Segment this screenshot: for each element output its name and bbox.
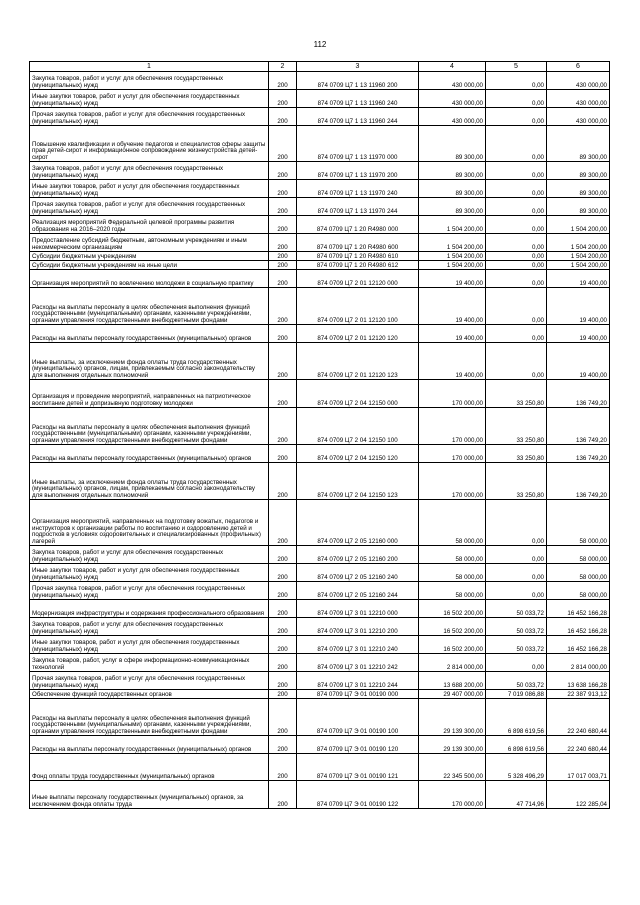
table-row [30, 126, 610, 162]
row-amount-col4: 58 000,00 [419, 564, 486, 582]
row-name: Обеспечение функций государственных органов [30, 690, 269, 699]
row-classification: 874 0709 Ц7 2 04 12150 100 [297, 408, 419, 445]
table-row [30, 288, 610, 325]
row-classification: 874 0709 Ц7 Э 01 00190 100 [297, 699, 419, 736]
row-code: 200 [269, 126, 297, 162]
row-amount-col5: 33 250,80 [486, 445, 547, 463]
row-amount-col4: 19 400,00 [419, 288, 486, 325]
row-code: 200 [269, 216, 297, 234]
row-amount-col4: 1 504 200,00 [419, 252, 486, 261]
row-code: 200 [269, 781, 297, 809]
row-amount-col4: 89 300,00 [419, 126, 486, 162]
table-row [30, 564, 610, 582]
row-code: 200 [269, 252, 297, 261]
row-name: Иные выплаты, за исключением фонда оплаты труда государственных (муниципальных) органов, лицам, привлекаемым согласно законодательству для выполнения отдельных полномочий [30, 463, 269, 500]
table-row [30, 699, 610, 736]
row-amount-col6: 16 452 166,28 [547, 636, 610, 654]
column-header: 1 [30, 62, 269, 72]
row-amount-col6: 89 300,00 [547, 162, 610, 180]
row-amount-col4: 430 000,00 [419, 108, 486, 126]
row-amount-col5: 33 250,80 [486, 463, 547, 500]
row-amount-col6: 19 400,00 [547, 343, 610, 380]
row-amount-col4: 2 814 000,00 [419, 654, 486, 672]
row-amount-col4: 170 000,00 [419, 463, 486, 500]
row-amount-col5: 50 033,72 [486, 600, 547, 618]
row-amount-col6: 122 285,04 [547, 781, 610, 809]
table-row [30, 72, 610, 90]
row-amount-col5: 0,00 [486, 72, 547, 90]
table-row [30, 736, 610, 754]
row-code: 200 [269, 582, 297, 600]
row-amount-col6: 19 400,00 [547, 270, 610, 288]
row-name: Организация мероприятий по вовлечению молодежи в социальную практику [30, 270, 269, 288]
row-name: Субсидии бюджетным учреждениям [30, 252, 269, 261]
row-classification: 874 0709 Ц7 3 01 12210 244 [297, 672, 419, 690]
column-header: 2 [269, 62, 297, 72]
row-amount-col6: 430 000,00 [547, 72, 610, 90]
row-classification: 874 0709 Ц7 2 05 12160 200 [297, 546, 419, 564]
row-amount-col5: 0,00 [486, 162, 547, 180]
row-code: 200 [269, 618, 297, 636]
row-code: 200 [269, 162, 297, 180]
row-amount-col4: 19 400,00 [419, 325, 486, 343]
row-name: Прочая закупка товаров, работ и услуг для обеспечения государственных (муниципальных) нужд [30, 582, 269, 600]
row-code: 200 [269, 699, 297, 736]
row-amount-col5: 0,00 [486, 90, 547, 108]
table-row [30, 654, 610, 672]
row-amount-col4: 1 504 200,00 [419, 234, 486, 252]
table-row [30, 198, 610, 216]
row-amount-col5: 0,00 [486, 325, 547, 343]
row-amount-col5: 0,00 [486, 252, 547, 261]
row-classification: 874 0709 Ц7 1 13 11970 200 [297, 162, 419, 180]
row-code: 200 [269, 736, 297, 754]
table-row [30, 252, 610, 261]
row-amount-col6: 19 400,00 [547, 325, 610, 343]
table-row [30, 463, 610, 500]
row-code: 200 [269, 198, 297, 216]
row-amount-col4: 19 400,00 [419, 343, 486, 380]
table-row [30, 380, 610, 408]
row-name: Фонд оплаты труда государственных (муниципальных) органов [30, 754, 269, 781]
row-name: Расходы на выплаты персоналу государственных (муниципальных) органов [30, 736, 269, 754]
row-amount-col5: 5 328 496,29 [486, 754, 547, 781]
row-amount-col4: 22 345 500,00 [419, 754, 486, 781]
row-name: Реализация мероприятий Федеральной целевой программы развития образования на 2016–2020 годы [30, 216, 269, 234]
row-amount-col5: 0,00 [486, 198, 547, 216]
row-name: Расходы на выплаты персоналу в целях обеспечения выполнения функций государственными (муниципальными) органами, казенными учреждениями, органами управления государственными внебюджетными фондами [30, 408, 269, 445]
row-name: Закупка товаров, работ и услуг для обеспечения государственных (муниципальных) нужд [30, 162, 269, 180]
budget-table [29, 61, 610, 809]
row-classification: 874 0709 Ц7 1 13 11960 240 [297, 90, 419, 108]
row-code: 200 [269, 408, 297, 445]
row-amount-col6: 58 000,00 [547, 582, 610, 600]
row-code: 200 [269, 343, 297, 380]
row-amount-col5: 0,00 [486, 500, 547, 546]
row-amount-col4: 16 502 200,00 [419, 618, 486, 636]
row-amount-col6: 89 300,00 [547, 126, 610, 162]
row-name: Прочая закупка товаров, работ и услуг для обеспечения государственных (муниципальных) нужд [30, 198, 269, 216]
row-amount-col4: 430 000,00 [419, 90, 486, 108]
table-row [30, 408, 610, 445]
table-row [30, 270, 610, 288]
row-amount-col6: 16 452 166,28 [547, 618, 610, 636]
row-amount-col5: 0,00 [486, 564, 547, 582]
row-amount-col4: 29 139 300,00 [419, 699, 486, 736]
row-amount-col5: 0,00 [486, 288, 547, 325]
row-name: Субсидии бюджетным учреждениям на иные цели [30, 261, 269, 270]
row-classification: 874 0709 Ц7 Э 01 00190 122 [297, 781, 419, 809]
row-name: Прочая закупка товаров, работ и услуг для обеспечения государственных (муниципальных) нужд [30, 108, 269, 126]
row-classification: 874 0709 Ц7 1 20 R4980 612 [297, 261, 419, 270]
row-amount-col6: 2 814 000,00 [547, 654, 610, 672]
row-code: 200 [269, 234, 297, 252]
row-amount-col4: 170 000,00 [419, 380, 486, 408]
row-amount-col4: 89 300,00 [419, 198, 486, 216]
row-amount-col6: 136 749,20 [547, 408, 610, 445]
table-row [30, 162, 610, 180]
row-name: Иные выплаты персоналу государственных (муниципальных) органов, за исключением фонда оплаты труда [30, 781, 269, 809]
row-name: Расходы на выплаты персоналу в целях обеспечения выполнения функций государственными (муниципальными) органами, казенными учреждениями, органами управления государственными внебюджетными фондами [30, 288, 269, 325]
row-classification: 874 0709 Ц7 1 20 R4980 610 [297, 252, 419, 261]
row-classification: 874 0709 Ц7 2 01 12120 120 [297, 325, 419, 343]
row-amount-col5: 0,00 [486, 270, 547, 288]
row-name: Закупка товаров, работ и услуг для обеспечения государственных (муниципальных) нужд [30, 618, 269, 636]
row-name: Иные закупки товаров, работ и услуг для обеспечения государственных (муниципальных) нужд [30, 90, 269, 108]
row-amount-col6: 89 300,00 [547, 198, 610, 216]
row-amount-col6: 19 400,00 [547, 288, 610, 325]
row-name: Иные закупки товаров, работ и услуг для обеспечения государственных (муниципальных) нужд [30, 180, 269, 198]
table-row [30, 180, 610, 198]
row-amount-col6: 430 000,00 [547, 108, 610, 126]
row-amount-col5: 0,00 [486, 261, 547, 270]
table-row [30, 781, 610, 809]
row-classification: 874 0709 Ц7 2 04 12150 123 [297, 463, 419, 500]
row-name: Прочая закупка товаров, работ и услуг для обеспечения государственных (муниципальных) нужд [30, 672, 269, 690]
row-classification: 874 0709 Ц7 2 04 12150 000 [297, 380, 419, 408]
row-amount-col5: 0,00 [486, 343, 547, 380]
row-amount-col4: 430 000,00 [419, 72, 486, 90]
row-amount-col5: 50 033,72 [486, 636, 547, 654]
row-amount-col5: 47 714,96 [486, 781, 547, 809]
table-row [30, 108, 610, 126]
row-amount-col6: 58 000,00 [547, 500, 610, 546]
table-row [30, 618, 610, 636]
row-amount-col6: 22 240 680,44 [547, 699, 610, 736]
table-row [30, 672, 610, 690]
row-amount-col6: 58 000,00 [547, 564, 610, 582]
row-amount-col4: 1 504 200,00 [419, 261, 486, 270]
row-classification: 874 0709 Ц7 2 05 12160 000 [297, 500, 419, 546]
row-classification: 874 0709 Ц7 3 01 12210 000 [297, 600, 419, 618]
row-classification: 874 0709 Ц7 3 01 12210 242 [297, 654, 419, 672]
row-amount-col6: 136 749,20 [547, 463, 610, 500]
table-row [30, 325, 610, 343]
table-row [30, 261, 610, 270]
row-classification: 874 0709 Ц7 1 20 R4980 600 [297, 234, 419, 252]
row-amount-col5: 6 898 619,56 [486, 699, 547, 736]
row-amount-col4: 89 300,00 [419, 162, 486, 180]
row-classification: 874 0709 Ц7 1 13 11960 200 [297, 72, 419, 90]
row-name: Организация и проведение мероприятий, направленных на патриотическое воспитание детей и допризывную подготовку молодежи [30, 380, 269, 408]
row-classification: 874 0709 Ц7 1 13 11970 240 [297, 180, 419, 198]
table-row [30, 500, 610, 546]
row-amount-col5: 50 033,72 [486, 618, 547, 636]
row-amount-col5: 0,00 [486, 582, 547, 600]
table-row [30, 234, 610, 252]
row-amount-col4: 58 000,00 [419, 500, 486, 546]
column-header: 4 [419, 62, 486, 72]
row-classification: 874 0709 Ц7 2 01 12120 123 [297, 343, 419, 380]
table-row [30, 343, 610, 380]
row-amount-col4: 1 504 200,00 [419, 216, 486, 234]
row-name: Закупка товаров, работ и услуг для обеспечения государственных (муниципальных) нужд [30, 72, 269, 90]
row-amount-col4: 170 000,00 [419, 781, 486, 809]
row-amount-col6: 89 300,00 [547, 180, 610, 198]
row-classification: 874 0709 Ц7 Э 01 00190 000 [297, 690, 419, 699]
row-amount-col5: 0,00 [486, 234, 547, 252]
row-amount-col4: 16 502 200,00 [419, 636, 486, 654]
row-amount-col5: 50 033,72 [486, 672, 547, 690]
row-code: 200 [269, 636, 297, 654]
row-code: 200 [269, 564, 297, 582]
row-amount-col6: 58 000,00 [547, 546, 610, 564]
row-classification: 874 0709 Ц7 2 05 12160 240 [297, 564, 419, 582]
row-name: Повышение квалификации и обучение педагогов и специалистов сферы защиты прав детей-сирот и информационное сопровождение жизнеустройства детей-сирот [30, 126, 269, 162]
row-code: 200 [269, 600, 297, 618]
row-code: 200 [269, 261, 297, 270]
row-code: 200 [269, 288, 297, 325]
table-row [30, 546, 610, 564]
page-number: 112 [313, 40, 327, 49]
row-amount-col4: 89 300,00 [419, 180, 486, 198]
row-amount-col4: 19 400,00 [419, 270, 486, 288]
row-code: 200 [269, 463, 297, 500]
row-code: 200 [269, 445, 297, 463]
row-amount-col6: 1 504 200,00 [547, 261, 610, 270]
row-classification: 874 0709 Ц7 2 05 12160 244 [297, 582, 419, 600]
table-header-row [30, 62, 610, 72]
row-amount-col6: 22 240 680,44 [547, 736, 610, 754]
row-classification: 874 0709 Ц7 2 04 12150 120 [297, 445, 419, 463]
row-amount-col5: 0,00 [486, 216, 547, 234]
table-row [30, 216, 610, 234]
row-code: 200 [269, 90, 297, 108]
row-name: Закупка товаров, работ, услуг в сфере информационно-коммуникационных технологий [30, 654, 269, 672]
row-amount-col4: 29 407 000,00 [419, 690, 486, 699]
row-name: Иные закупки товаров, работ и услуг для обеспечения государственных (муниципальных) нужд [30, 564, 269, 582]
row-code: 200 [269, 500, 297, 546]
row-amount-col6: 16 452 166,28 [547, 600, 610, 618]
row-amount-col6: 1 504 200,00 [547, 234, 610, 252]
row-classification: 874 0709 Ц7 1 20 R4980 000 [297, 216, 419, 234]
row-classification: 874 0709 Ц7 2 01 12120 000 [297, 270, 419, 288]
row-code: 200 [269, 180, 297, 198]
row-amount-col4: 170 000,00 [419, 408, 486, 445]
row-amount-col6: 17 017 003,71 [547, 754, 610, 781]
row-code: 200 [269, 270, 297, 288]
row-name: Организация мероприятий, направленных на подготовку вожатых, педагогов и инструкторов к организации работы по воспитанию и оздоровлению детей и подростков в условиях оздоровительных и специализированных (профильных) лагерей [30, 500, 269, 546]
row-classification: 874 0709 Ц7 Э 01 00190 120 [297, 736, 419, 754]
row-classification: 874 0709 Ц7 1 13 11960 244 [297, 108, 419, 126]
row-amount-col5: 0,00 [486, 654, 547, 672]
row-code: 200 [269, 325, 297, 343]
row-amount-col5: 7 019 086,88 [486, 690, 547, 699]
row-classification: 874 0709 Ц7 3 01 12210 200 [297, 618, 419, 636]
row-amount-col4: 58 000,00 [419, 582, 486, 600]
row-amount-col5: 33 250,80 [486, 408, 547, 445]
column-header: 3 [297, 62, 419, 72]
row-amount-col5: 0,00 [486, 126, 547, 162]
row-amount-col6: 430 000,00 [547, 90, 610, 108]
row-amount-col6: 136 749,20 [547, 445, 610, 463]
row-name: Расходы на выплаты персоналу в целях обеспечения выполнения функций государственными (муниципальными) органами, казенными учреждениями, органами управления государственными внебюджетными фондами [30, 699, 269, 736]
table-row [30, 600, 610, 618]
column-header: 5 [486, 62, 547, 72]
row-amount-col6: 1 504 200,00 [547, 252, 610, 261]
row-code: 200 [269, 754, 297, 781]
table-row [30, 754, 610, 781]
row-amount-col5: 6 898 619,56 [486, 736, 547, 754]
row-name: Модернизация инфраструктуры и содержания профессионального образования [30, 600, 269, 618]
row-code: 200 [269, 690, 297, 699]
row-code: 200 [269, 654, 297, 672]
row-amount-col4: 13 688 200,00 [419, 672, 486, 690]
row-name: Расходы на выплаты персоналу государственных (муниципальных) органов [30, 445, 269, 463]
row-code: 200 [269, 380, 297, 408]
row-amount-col6: 136 749,20 [547, 380, 610, 408]
row-amount-col4: 29 139 300,00 [419, 736, 486, 754]
row-classification: 874 0709 Ц7 1 13 11970 000 [297, 126, 419, 162]
row-amount-col4: 170 000,00 [419, 445, 486, 463]
row-amount-col5: 0,00 [486, 108, 547, 126]
table-row [30, 636, 610, 654]
row-classification: 874 0709 Ц7 2 01 12120 100 [297, 288, 419, 325]
row-amount-col4: 58 000,00 [419, 546, 486, 564]
row-name: Иные выплаты, за исключением фонда оплаты труда государственных (муниципальных) органов, лицам, привлекаемым согласно законодательству для выполнения отдельных полномочий [30, 343, 269, 380]
table-row [30, 90, 610, 108]
row-name: Расходы на выплаты персоналу государственных (муниципальных) органов [30, 325, 269, 343]
table-row [30, 582, 610, 600]
row-amount-col4: 16 502 200,00 [419, 600, 486, 618]
row-name: Предоставление субсидий бюджетным, автономным учреждениям и иным некоммерческим организациям [30, 234, 269, 252]
row-name: Закупка товаров, работ и услуг для обеспечения государственных (муниципальных) нужд [30, 546, 269, 564]
row-code: 200 [269, 108, 297, 126]
row-amount-col6: 13 638 166,28 [547, 672, 610, 690]
row-classification: 874 0709 Ц7 Э 01 00190 121 [297, 754, 419, 781]
row-name: Иные закупки товаров, работ и услуг для обеспечения государственных (муниципальных) нужд [30, 636, 269, 654]
row-amount-col5: 0,00 [486, 180, 547, 198]
row-code: 200 [269, 672, 297, 690]
row-classification: 874 0709 Ц7 1 13 11970 244 [297, 198, 419, 216]
table-row [30, 690, 610, 699]
row-code: 200 [269, 546, 297, 564]
row-amount-col5: 33 250,80 [486, 380, 547, 408]
row-classification: 874 0709 Ц7 3 01 12210 240 [297, 636, 419, 654]
table-row [30, 445, 610, 463]
row-amount-col5: 0,00 [486, 546, 547, 564]
row-amount-col6: 1 504 200,00 [547, 216, 610, 234]
row-code: 200 [269, 72, 297, 90]
row-amount-col6: 22 387 913,12 [547, 690, 610, 699]
column-header: 6 [547, 62, 610, 72]
